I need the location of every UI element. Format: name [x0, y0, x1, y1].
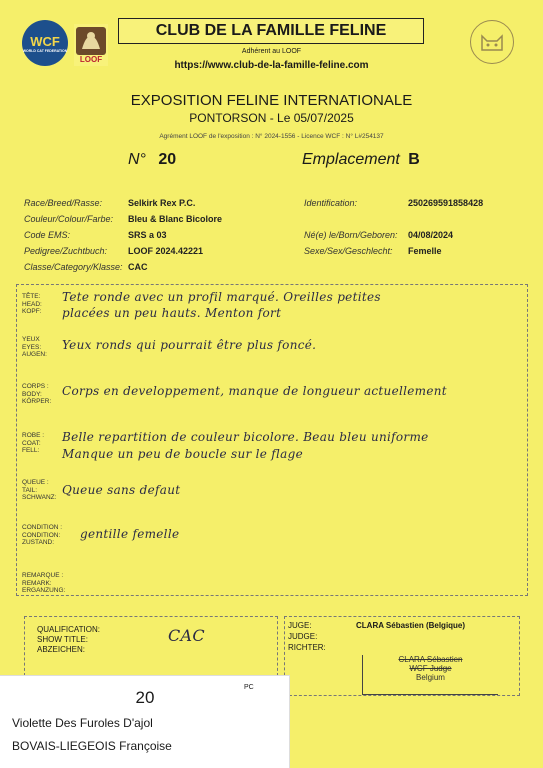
corps-text: Corps en developpement, manque de longueur actuellement	[62, 384, 447, 398]
loof-logo-text: LOOF	[79, 54, 103, 64]
sexe-label: Sexe/Sex/Geschlecht:	[304, 246, 393, 256]
ne-value: 04/08/2024	[408, 230, 454, 240]
ident-label: Identification:	[304, 198, 358, 208]
robe-line-1: Belle repartition de couleur bicolore. Beau bleu uniforme	[62, 430, 429, 444]
club-stamp-logo	[470, 20, 514, 64]
couleur-value: Bleu & Blanc Bicolore	[128, 214, 223, 224]
queue-text: Queue sans defaut	[62, 483, 181, 497]
ems-label: Code EMS:	[24, 230, 71, 240]
sticker-number: 20	[135, 688, 155, 707]
wcf-logo-sub: WORLD CAT FEDERATION	[22, 48, 68, 53]
juge-label-2: JUDGE:	[288, 632, 318, 641]
adherent-text: Adhérent au LOOF	[241, 48, 302, 55]
expo-agrement: Agrément LOOF de l'exposition : N° 2024-1556 - Licence WCF : N° L#254137	[159, 133, 384, 140]
qualif-label-2: SHOW TITLE:	[37, 635, 88, 644]
sticker-owner: BOVAIS-LIEGEOIS Françoise	[12, 739, 172, 753]
juge-label-3: RICHTER:	[288, 643, 326, 652]
race-value: Selkirk Rex P.C.	[128, 198, 196, 208]
couleur-label: Couleur/Colour/Farbe:	[24, 214, 114, 224]
robe-label: ROBE : COAT: FELL:	[22, 432, 45, 454]
qualif-label-3: ABZEICHEN:	[37, 645, 86, 654]
label-sticker	[0, 675, 290, 768]
club-title: CLUB DE LA FAMILLE FELINE	[118, 18, 424, 44]
club-url[interactable]: https://www.club-de-la-famille-feline.com	[174, 60, 369, 71]
juge-label-1: JUGE:	[288, 621, 312, 630]
ne-label: Né(e) le/Born/Geboren:	[304, 230, 398, 240]
pedigree-value: LOOF 2024.42221	[128, 246, 204, 256]
tete-line-2: placées un peu hauts. Menton fort	[62, 306, 282, 320]
tete-line-1: Tete ronde avec un profil marqué. Oreilles petites	[62, 290, 381, 304]
wcf-logo-text: WCF	[30, 33, 60, 49]
yeux-text: Yeux ronds qui pourrait être plus foncé.	[62, 338, 317, 352]
ident-value: 250269591858428	[408, 198, 484, 208]
race-label: Race/Breed/Rasse:	[24, 198, 103, 208]
qualif-value: CAC	[168, 626, 205, 645]
numero-label: N°	[128, 151, 146, 168]
emplacement-value: B	[408, 151, 420, 168]
expo-place-date: PONTORSON - Le 05/07/2025	[189, 111, 354, 125]
qualif-label-1: QUALIFICATION:	[37, 625, 100, 634]
condition-label: CONDITION : CONDITION: ZUSTAND:	[22, 524, 63, 546]
queue-label: QUEUE : TAIL: SCHWANZ:	[22, 479, 57, 501]
stamp-line-2: WCF Judge	[409, 664, 452, 673]
stamp-line-3: Belgium	[416, 673, 445, 682]
juge-name: CLARA Sébastien (Belgique)	[356, 621, 466, 630]
stamp-line-1: CLARA Sébastien	[398, 655, 463, 664]
judge-stamp	[362, 655, 498, 695]
ems-value: SRS a 03	[128, 230, 167, 240]
sticker-cat-name: Violette Des Furoles D'ajol	[12, 716, 153, 730]
numero-value: 20	[158, 151, 177, 168]
yeux-label: YEUX EYES: AUGEN:	[22, 336, 47, 358]
numero-block	[128, 151, 176, 169]
tete-label: TÊTE: HEAD: KOPF:	[22, 293, 42, 315]
condition-text: gentille femelle	[80, 527, 180, 541]
pedigree-label: Pedigree/Zuchtbuch:	[24, 246, 108, 256]
sexe-value: Femelle	[408, 246, 442, 256]
classe-value: CAC	[128, 262, 148, 272]
expo-title: EXPOSITION FELINE INTERNATIONALE	[130, 92, 413, 109]
emplacement-block	[302, 151, 420, 169]
robe-line-2: Manque un peu de boucle sur le flage	[62, 447, 304, 461]
corps-label: CORPS : BODY: KÖRPER:	[22, 383, 52, 405]
emplacement-label: Emplacement	[302, 151, 400, 168]
remarque-label: REMARQUE : REMARK: ERGANZUNG:	[22, 572, 66, 594]
sticker-code: PC	[244, 684, 254, 691]
classe-label: Classe/Category/Klasse:	[24, 262, 123, 272]
